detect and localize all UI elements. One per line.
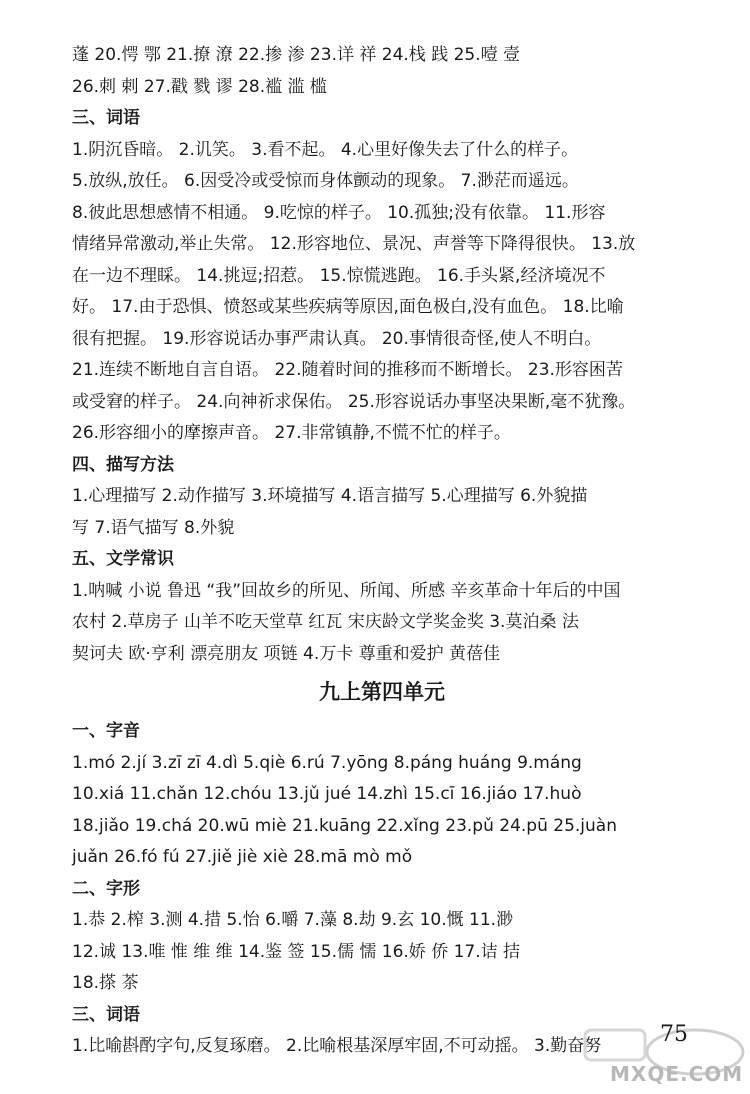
- text-line: 1.恭 2.榨 3.测 4.措 5.怡 6.嚼 7.藻 8.劫 9.玄 10.慨 11.渺: [72, 910, 514, 930]
- text-line: 写 7.语气描写 8.外貌: [72, 517, 235, 538]
- section-heading: 三、词语: [72, 1004, 140, 1025]
- text-line: 5.放纵,放任。 6.因受冷或受惊而身体颤动的现象。 7.渺茫而遥远。: [72, 171, 579, 191]
- text-line: 在一边不理睬。 14.挑逗;招惹。 15.惊慌逃跑。 16.手头紧,经济境况不: [72, 265, 606, 286]
- text-line: 好。 17.由于恐惧、愤怒或某些疾病等原因,面色极白,没有血色。 18.比喻: [72, 297, 624, 317]
- text-line: 1.比喻斟酌字句,反复琢磨。 2.比喻根基深厚牢固,不可动摇。 3.勤奋努: [72, 1036, 602, 1056]
- text-line: 1.mó 2.jí 3.zī zī 4.dì 5.qiè 6.rú 7.yōng 8.páng huáng 9.máng: [72, 752, 582, 773]
- section-heading: 五、文学常识: [72, 549, 174, 569]
- text-line: 26.刺 剌 27.戳 戮 谬 28.褴 滥 槛: [72, 76, 327, 97]
- unit-title: 九上第四单元: [319, 680, 445, 704]
- text-line: juǎn 26.fó fú 27.jiě jiè xiè 28.mā mò mǒ: [72, 847, 413, 867]
- text-line: 蓬 20.愕 鄂 21.撩 潦 22.掺 渗 23.详 祥 24.栈 践 25.噎 壹: [72, 45, 521, 65]
- text-line: 1.阴沉昏暗。 2.讥笑。 3.看不起。 4.心里好像失去了什么的样子。: [72, 139, 579, 160]
- text-line: 情绪异常激动,举止失常。 12.形容地位、景况、声誉等下降得很快。 13.放: [72, 234, 636, 254]
- text-line: 21.连续不断地自言自语。 22.随着时间的推移而不断增长。 23.形容困苦: [72, 360, 623, 380]
- page-number: 75: [660, 1022, 688, 1047]
- section-heading: 四、描写方法: [72, 454, 174, 475]
- text-line: 1.心理描写 2.动作描写 3.环境描写 4.语言描写 5.心理描写 6.外貌描: [72, 486, 588, 506]
- text-line: 10.xiá 11.chǎn 12.chóu 13.jǔ jué 14.zhì 15.cī 16.jiáo 17.huò: [72, 784, 582, 804]
- text-line: 26.形容细小的摩擦声音。 27.非常镇静,不慌不忙的样子。: [72, 423, 511, 443]
- answer-page: [72, 40, 692, 1063]
- watermark-text: MXQE.COM: [610, 1062, 744, 1086]
- section-heading: 二、字形: [72, 878, 140, 899]
- section-heading: 一、字音: [72, 721, 140, 741]
- text-line: 或受窘的样子。 24.向神祈求保佑。 25.形容说话办事坚决果断,毫不犹豫。: [72, 391, 636, 412]
- text-line: 18.搽 茶: [72, 973, 139, 993]
- text-line: 1.呐喊 小说 鲁迅 “我”回故乡的所见、所闻、所感 辛亥革命十年后的中国: [72, 580, 621, 601]
- text-line: 很有把握。 19.形容说话办事严肃认真。 20.事情很奇怪,使人不明白。: [72, 328, 602, 349]
- text-line: 8.彼此思想感情不相通。 9.吃惊的样子。 10.孤独;没有依靠。 11.形容: [72, 202, 606, 223]
- text-line: 12.诚 13.唯 惟 维 维 14.鉴 签 15.儒 懦 16.娇 侨 17.诘 拮: [72, 941, 521, 962]
- text-line: 18.jiǎo 19.chá 20.wū miè 21.kuāng 22.xǐng 23.pǔ 24.pū 25.juàn: [72, 815, 617, 836]
- text-line: 契诃夫 欧·亨利 漂亮朋友 项链 4.万卡 尊重和爱护 黄蓓佳: [72, 643, 501, 664]
- text-line: 农村 2.草房子 山羊不吃天堂草 红瓦 宋庆龄文学奖金奖 3.莫泊桑 法: [72, 612, 579, 632]
- section-heading: 三、词语: [72, 108, 140, 128]
